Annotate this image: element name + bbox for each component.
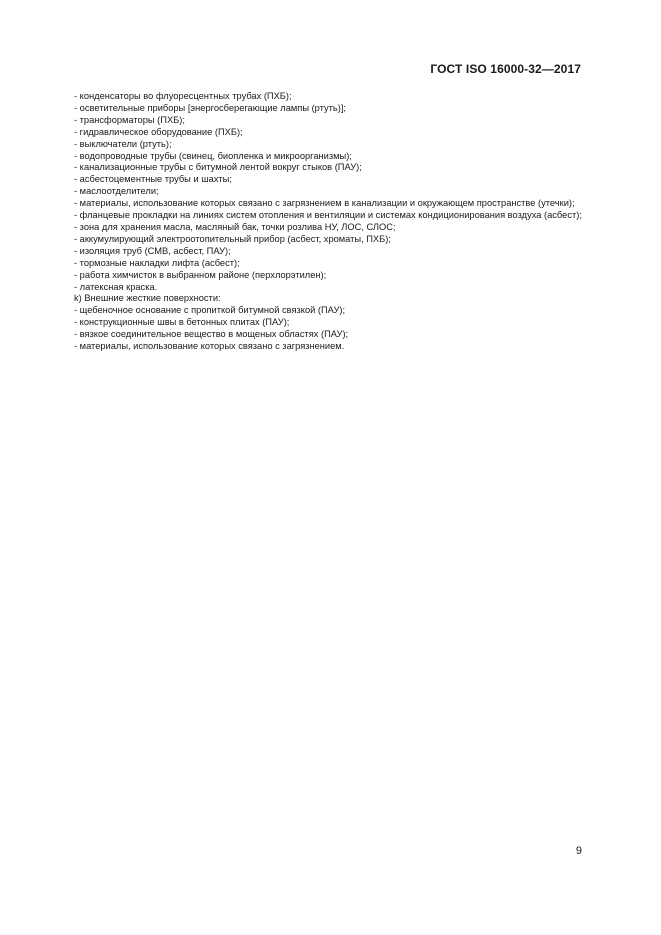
list-item: - вязкое соединительное вещество в мощеных областях (ПАУ);	[74, 329, 349, 340]
list-item: - материалы, использование которых связано с загрязнением.	[74, 341, 345, 352]
list-item: - тормозные накладки лифта (асбест);	[74, 257, 240, 268]
page-number: 9	[575, 845, 582, 857]
document-body	[46, 91, 582, 353]
list-item: - работа химчисток в выбранном районе (перхлорэтилен);	[74, 269, 327, 280]
list-item: - выключатели (ртуть);	[74, 138, 172, 149]
list-item: - материалы, использование которых связано с загрязнением в канализации и окружающем пространстве (утечки);	[74, 198, 575, 209]
list-item: - щебеночное основание с пропиткой битумной связкой (ПАУ);	[74, 305, 346, 316]
list-item: - зона для хранения масла, масляный бак, точки розлива НУ, ЛОС, СЛОС;	[74, 221, 396, 232]
list-item: - гидравлическое оборудование (ПХБ);	[74, 126, 243, 137]
list-item: - изоляция труб (СМВ, асбест, ПАУ);	[74, 245, 231, 256]
list-item: - конструкционные швы в бетонных плитах (ПАУ);	[74, 317, 290, 328]
list-item: - маслоотделители;	[74, 186, 159, 197]
list-item: - фланцевые прокладки на линиях систем отопления и вентиляции и системах кондиционирования воздуха (асбест);	[74, 210, 582, 221]
list-item: - водопроводные трубы (свинец, биопленка и микроорганизмы);	[74, 150, 352, 161]
section-heading: k) Внешние жесткие поверхности:	[74, 293, 221, 304]
list-item: - канализационные трубы с битумной лентой вокруг стыков (ПАУ);	[74, 162, 362, 173]
list-item: - конденсаторы во флуоресцентных трубах (ПХБ);	[74, 91, 292, 101]
document-standard-code: ГОСТ ISO 16000-32—2017	[430, 62, 581, 76]
list-item: - асбестоцементные трубы и шахты;	[74, 174, 232, 185]
list-item: - латексная краска.	[74, 281, 158, 292]
list-item: - аккумулирующий электроотопительный прибор (асбест, хроматы, ПХБ);	[74, 233, 391, 244]
list-item: - трансформаторы (ПХБ);	[74, 114, 185, 125]
list-item: - осветительные приборы [энергосберегающие лампы (ртуть)];	[74, 102, 347, 113]
